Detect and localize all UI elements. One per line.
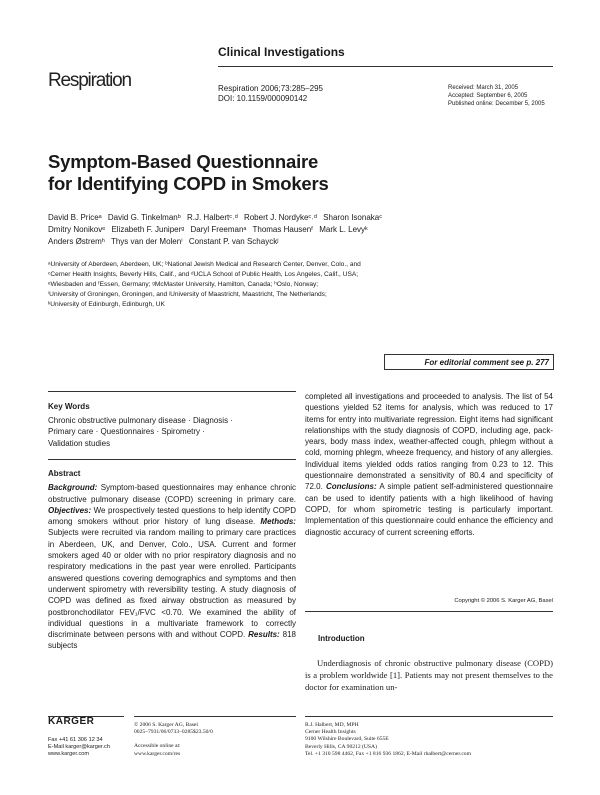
received-date: Received: March 31, 2005 — [448, 85, 519, 91]
author-list — [48, 212, 558, 248]
affiliations — [48, 260, 558, 310]
copyright-rule — [305, 611, 553, 612]
introduction-text: Underdiagnosis of chronic obstructive pulmonary disease (COPD) is a problem worldwide [1]. Patients may not present themselves to the doctor for examination un- — [305, 658, 553, 693]
author: Sharon Isonakaᶜ — [323, 213, 383, 222]
fax: Fax +41 61 306 12 34 — [48, 737, 103, 743]
label-results: Results: — [248, 630, 280, 640]
section-label: Clinical Investigations — [218, 45, 345, 59]
accepted-date: Accepted: September 6, 2005 — [448, 93, 528, 99]
journal-logo: Respiration — [48, 70, 131, 91]
contact-address: Beverly Hills, CA 90212 (USA) — [305, 743, 377, 750]
email-link[interactable]: E-Mail karger@karger.ch — [48, 744, 110, 751]
footer-rule — [134, 716, 296, 717]
published-date: Published online: December 5, 2005 — [448, 101, 545, 107]
author: Daryl Freemanᵃ — [190, 225, 247, 234]
contact-org: Cerner Health Insights — [305, 729, 356, 736]
author: Dmitry Nonikovᵉ — [48, 225, 106, 234]
title-line: for Identifying COPD in Smokers — [48, 173, 329, 194]
author: Mark L. Levyᵏ — [319, 225, 368, 234]
author-line — [48, 212, 558, 224]
keywords-line: Validation studies — [48, 438, 111, 448]
abstract-text — [48, 482, 296, 651]
contact-address: 9100 Wilshire Boulevard, Suite 655E — [305, 736, 389, 743]
keywords-heading: Key Words — [48, 402, 90, 411]
affiliation: ᵏUniversity of Edinburgh, Edinburgh, UK — [48, 301, 165, 308]
keywords-line: Primary care · Questionnaires · Spirometry · — [48, 427, 205, 436]
access-line: Accessible online at: — [134, 743, 181, 750]
author: Constant P. van Schayckʲ — [188, 237, 279, 246]
author: Elizabeth F. Juniperᵍ — [111, 225, 185, 234]
affiliation: ⁱUniversity of Groningen, Groningen, and ʲUniversity of Maastricht, Maastricht, The Netherlands; — [48, 291, 327, 298]
header-rule — [218, 66, 553, 67]
author: Anders Østremʰ — [48, 237, 105, 246]
copyright-line: Copyright © 2006 S. Karger AG, Basel — [454, 598, 553, 604]
publisher-contact — [48, 737, 110, 759]
label-background: Background: — [48, 483, 98, 493]
abstract-continued — [305, 391, 553, 538]
copy-line: © 2006 S. Karger AG, Basel — [134, 722, 198, 728]
affiliation: ᵃUniversity of Aberdeen, Aberdeen, UK; ᵇNational Jewish Medical and Research Center, Denver, Colo., and — [48, 261, 361, 268]
label-methods: Methods: — [260, 517, 296, 527]
abstract-results: 818 subjects — [48, 630, 296, 651]
title-line: Symptom-Based Questionnaire — [48, 151, 319, 172]
copy-line: 0025–7931/06/0733–0285$23.50/0 — [134, 729, 213, 736]
editorial-comment-link[interactable]: For editorial comment see p. 277 — [384, 354, 554, 370]
abstract-conclusions: A simple patient self-administered questionnaire can be used to identify patients with a high likelihood of having COPD, for whom spirometric testing is particularly important. Implementation of this questionnaire could enhance the efficiency and diagnostic accuracy of current screening efforts. — [305, 482, 553, 537]
keywords-block — [48, 401, 296, 449]
affiliation: ᶜCerner Health Insights, Beverly Hills, Calif., and ᵈUCLA School of Public Health, Los Angeles, Calif., USA; — [48, 271, 359, 278]
keywords-line: Chronic obstructive pulmonary disease · Diagnosis · — [48, 415, 233, 425]
author-line — [48, 224, 558, 236]
author: Thys van der Molenⁱ — [110, 237, 183, 246]
article-title — [48, 151, 548, 195]
keywords-text — [48, 415, 296, 450]
abstract-rule — [48, 459, 296, 460]
contact-name: R.J. Halbert, MD, MPH — [305, 722, 359, 728]
keywords-rule — [48, 391, 296, 392]
contact-tel: Tel. +1 310 598 4462, Fax +1 816 936 1862, E-Mail rhalbert@cerner.com — [305, 750, 471, 757]
publisher-logo: KARGER — [48, 716, 95, 727]
citation-line: Respiration 2006;73:285–295 — [218, 84, 323, 93]
citation — [218, 84, 323, 104]
footer-rule — [305, 716, 553, 717]
affiliation: ᵉWiesbaden and ᶠEssen, Germany; ᵍMcMaster University, Hamilton, Canada; ʰOslo, Norway; — [48, 281, 319, 288]
introduction-heading: Introduction — [318, 634, 365, 643]
doi-line: DOI: 10.1159/000090142 — [218, 94, 308, 103]
correspondence — [305, 722, 471, 758]
abstract-methods: Subjects were recruited via random mailing to primary care practices in Aberdeen, UK, and Denver, Colo., USA. Current and former smokers aged 40 or older with no prior respiratory diagnosis and no respiratory medications in the past year were enrolled. Participants answered questions covering demographics and symptoms and then underwent spirometry with reversibility testing. A study diagnosis of COPD was defined as fixed airway obstruction as measured by postbronchodilator FEV₁/FVC <0.70. We examined the ability of individual questions in a multivariate framework to correctly discriminate between persons with and without COPD. — [48, 528, 296, 640]
abstract-results-cont: completed all investigations and proceeded to analysis. The list of 54 questions yielded 52 items for analysis, which was reduced to 17 items for entry into multivariate regression. Eight items had significant relationships with the study diagnosis of COPD, including age, pack-years, body mass index, weather-affected cough, phlegm without a cold, morning phlegm, wheeze frequency, and history of any allergies. Individual items yielded odds ratios ranging from 0.23 to 12. This questionnaire demonstrated a sensitivity of 80.4 and specificity of 72.0. — [305, 392, 553, 492]
abstract-heading: Abstract — [48, 469, 81, 478]
author: R.J. Halbertᶜ˒ᵈ — [186, 213, 238, 222]
author: David G. Tinkelmanᵇ — [107, 213, 181, 222]
author: Robert J. Nordykeᶜ˒ᵈ — [243, 213, 317, 222]
author: David B. Priceᵃ — [48, 213, 102, 222]
label-objectives: Objectives: — [48, 505, 92, 515]
abstract-objectives: We prospectively tested questions to help identify COPD among smokers without prior history of lung disease. — [48, 505, 296, 527]
access-link[interactable]: www.karger.com/res — [134, 750, 181, 757]
author: Thomas Hausenᶠ — [252, 225, 314, 234]
abstract-background: Symptom-based questionnaires may enhance chronic obstructive pulmonary disease (COPD) screening in primary care. — [48, 483, 296, 504]
copyright-info — [134, 722, 213, 758]
abstract-block — [48, 468, 296, 652]
author-line — [48, 236, 558, 248]
label-conclusions: Conclusions: — [325, 482, 377, 492]
website-link[interactable]: www.karger.com — [48, 751, 90, 758]
publication-dates — [448, 84, 545, 108]
